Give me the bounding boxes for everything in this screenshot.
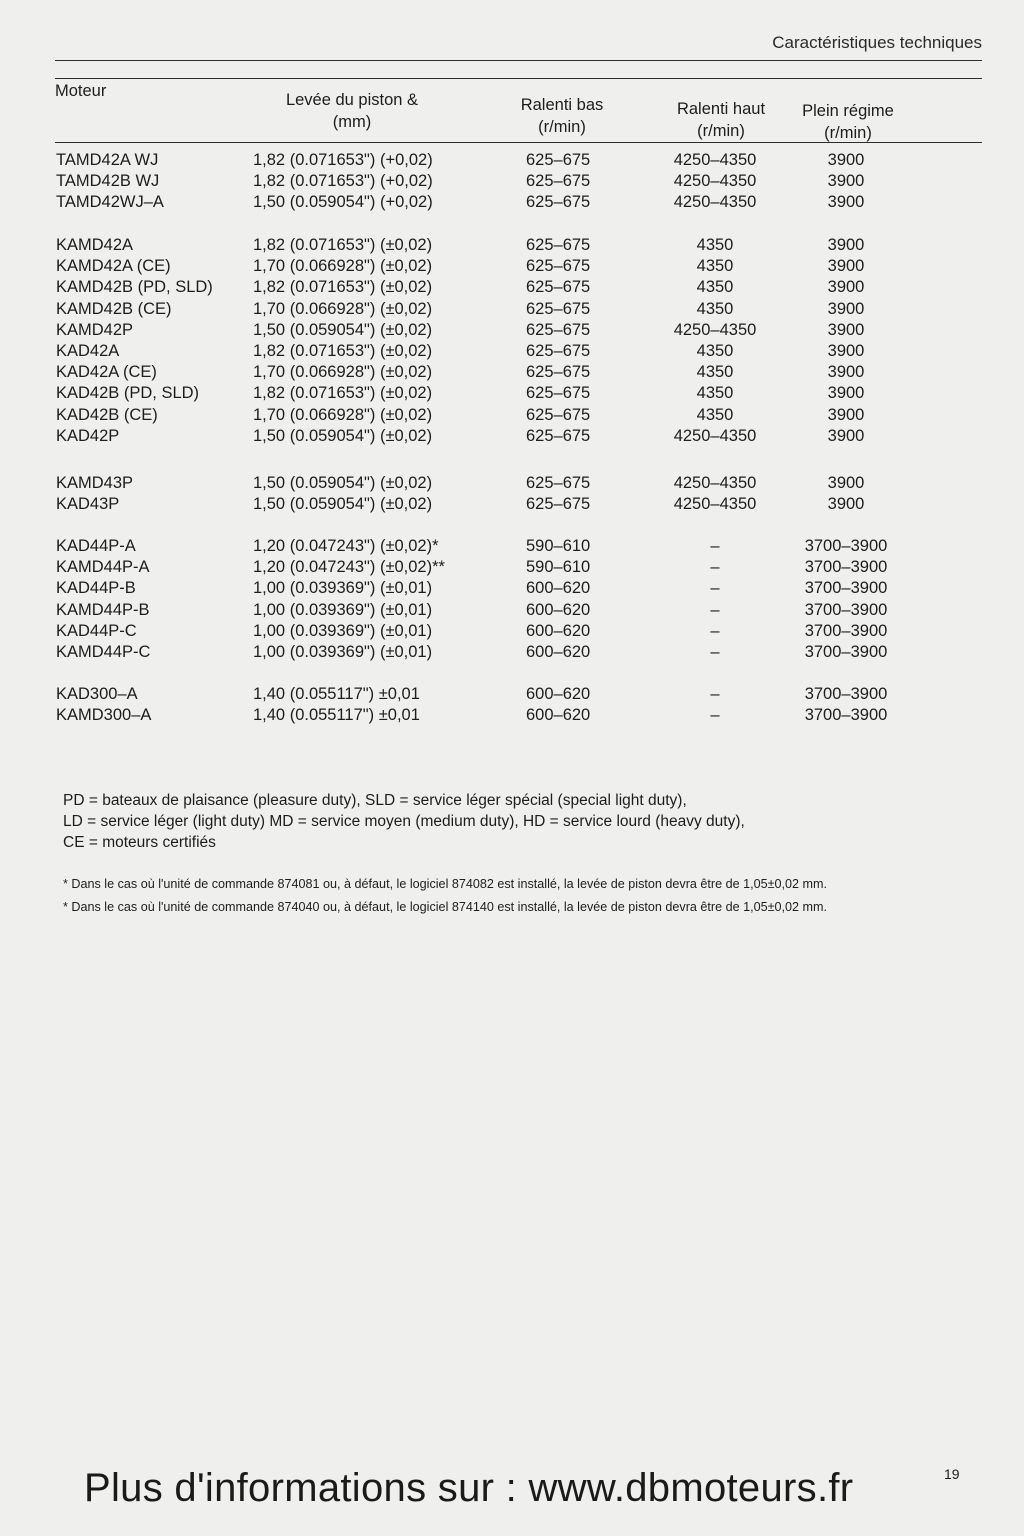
piston-lift-cell: 1,00 (0.039369") (±0,01) bbox=[253, 643, 433, 661]
idle-low-cell: 625–675 bbox=[526, 342, 591, 360]
idle-high-cell: – bbox=[710, 579, 720, 598]
idle-low-cell: 625–675 bbox=[526, 426, 591, 445]
idle-low-cell: 625–675 bbox=[526, 299, 591, 318]
piston-lift-cell: 1,82 (0.071653") (±0,02) bbox=[253, 278, 433, 297]
idle-low-cell: 625–675 bbox=[526, 495, 591, 514]
piston-lift-cell: 1,82 (0.071653") (+0,02) bbox=[253, 172, 433, 191]
idle-high-cell: – bbox=[710, 685, 720, 703]
full-load-rpm-cell: 3700–3900 bbox=[804, 537, 888, 555]
piston-lift-cell: 1,82 (0.071653") (±0,02) bbox=[253, 342, 433, 360]
piston-lift-cell: 1,40 (0.055117") ±0,01 bbox=[253, 685, 420, 703]
table-row bbox=[0, 277, 1024, 298]
piston-lift-cell: 1,70 (0.066928") (±0,02) bbox=[253, 405, 433, 424]
footnotes bbox=[63, 873, 827, 919]
full-load-rpm-cell: 3900 bbox=[827, 236, 865, 254]
full-load-rpm-cell: 3700–3900 bbox=[804, 706, 888, 725]
full-load-rpm-cell: 3700–3900 bbox=[804, 685, 888, 703]
idle-low-cell: 625–675 bbox=[526, 151, 591, 169]
full-load-rpm-cell: 3900 bbox=[827, 495, 865, 514]
piston-lift-cell: 1,70 (0.066928") (±0,02) bbox=[253, 363, 433, 382]
engine-model-cell: KAD44P-A bbox=[56, 537, 136, 555]
full-load-rpm-cell: 3900 bbox=[827, 299, 865, 318]
full-load-rpm-cell: 3700–3900 bbox=[804, 643, 888, 661]
idle-low-cell: 625–675 bbox=[526, 172, 591, 191]
full-load-rpm-cell: 3900 bbox=[827, 193, 865, 212]
piston-lift-cell: 1,70 (0.066928") (±0,02) bbox=[253, 299, 433, 318]
piston-lift-cell: 1,50 (0.059054") (±0,02) bbox=[253, 426, 433, 445]
idle-high-cell: – bbox=[710, 600, 720, 619]
column-header-moteur: Moteur bbox=[55, 82, 107, 100]
idle-high-cell: 4350 bbox=[696, 363, 734, 382]
column-header-plein-regime: Plein régime (r/min) bbox=[802, 102, 894, 142]
idle-high-cell: 4350 bbox=[696, 257, 734, 276]
full-load-rpm-cell: 3900 bbox=[827, 172, 865, 191]
idle-low-cell: 625–675 bbox=[526, 474, 591, 492]
table-row bbox=[0, 600, 1024, 621]
piston-lift-cell: 1,00 (0.039369") (±0,01) bbox=[253, 579, 433, 598]
piston-lift-cell: 1,82 (0.071653") (±0,02) bbox=[253, 236, 433, 254]
idle-high-cell: – bbox=[710, 706, 720, 725]
full-load-rpm-cell: 3900 bbox=[827, 426, 865, 445]
piston-lift-cell: 1,50 (0.059054") (±0,02) bbox=[253, 474, 433, 492]
table-row bbox=[0, 578, 1024, 599]
engine-model-cell: KAMD42B (CE) bbox=[56, 299, 172, 318]
table-row bbox=[0, 405, 1024, 426]
idle-low-cell: 625–675 bbox=[526, 405, 591, 424]
engine-model-cell: KAMD42A (CE) bbox=[56, 257, 171, 276]
engine-model-cell: KAD43P bbox=[56, 495, 120, 514]
idle-high-cell: 4350 bbox=[696, 405, 734, 424]
table-row bbox=[0, 642, 1024, 663]
engine-model-cell: KAD42B (CE) bbox=[56, 405, 158, 424]
table-row bbox=[0, 192, 1024, 213]
table-row bbox=[0, 256, 1024, 277]
footer-website-text: Plus d'informations sur : www.dbmoteurs.fr bbox=[84, 1466, 854, 1510]
table-row bbox=[0, 362, 1024, 383]
header-top-rule bbox=[55, 78, 982, 79]
engine-model-cell: KAMD42P bbox=[56, 320, 134, 339]
idle-high-cell: 4350 bbox=[696, 384, 734, 403]
engine-model-cell: TAMD42A WJ bbox=[56, 151, 159, 169]
idle-high-cell: 4250–4350 bbox=[673, 151, 757, 169]
full-load-rpm-cell: 3900 bbox=[827, 342, 865, 360]
engine-model-cell: TAMD42B WJ bbox=[56, 172, 160, 191]
idle-low-cell: 600–620 bbox=[526, 579, 591, 598]
idle-high-cell: – bbox=[710, 537, 720, 555]
idle-low-cell: 600–620 bbox=[526, 706, 591, 725]
engine-model-cell: KAD300–A bbox=[56, 685, 138, 703]
footnote: * Dans le cas où l'unité de commande 874081 ou, à défaut, le logiciel 874082 est installé, la levée de piston devra être de 1,05±0,02 mm. bbox=[63, 877, 828, 891]
column-header-levee: Levée du piston & (mm) bbox=[285, 91, 419, 131]
full-load-rpm-cell: 3900 bbox=[827, 278, 865, 297]
engine-model-cell: KAMD42B (PD, SLD) bbox=[56, 278, 213, 297]
idle-high-cell: 4250–4350 bbox=[673, 320, 757, 339]
piston-lift-cell: 1,82 (0.071653") (+0,02) bbox=[253, 151, 433, 169]
idle-low-cell: 600–620 bbox=[526, 600, 591, 619]
full-load-rpm-cell: 3900 bbox=[827, 474, 865, 492]
top-rule bbox=[55, 60, 982, 61]
engine-model-cell: KAD42A (CE) bbox=[56, 363, 157, 382]
piston-lift-cell: 1,20 (0.047243") (±0,02)* bbox=[253, 537, 439, 555]
idle-high-cell: 4250–4350 bbox=[673, 193, 757, 212]
piston-lift-cell: 1,82 (0.071653") (±0,02) bbox=[253, 384, 433, 403]
idle-low-cell: 600–620 bbox=[526, 643, 591, 661]
table-row bbox=[0, 383, 1024, 404]
column-header-ralenti-bas: Ralenti bas (r/min) bbox=[520, 96, 604, 136]
engine-model-cell: KAMD43P bbox=[56, 474, 134, 492]
full-load-rpm-cell: 3900 bbox=[827, 151, 865, 169]
table-row bbox=[0, 621, 1024, 642]
idle-low-cell: 625–675 bbox=[526, 257, 591, 276]
engine-model-cell: KAMD44P-C bbox=[56, 643, 151, 661]
idle-low-cell: 600–620 bbox=[526, 621, 591, 640]
idle-high-cell: 4350 bbox=[696, 236, 734, 254]
idle-high-cell: – bbox=[710, 643, 720, 661]
table-row bbox=[0, 320, 1024, 341]
idle-low-cell: 625–675 bbox=[526, 363, 591, 382]
table-row bbox=[0, 557, 1024, 578]
abbreviation-legend bbox=[63, 790, 745, 853]
full-load-rpm-cell: 3900 bbox=[827, 363, 865, 382]
engine-model-cell: KAMD300–A bbox=[56, 706, 152, 725]
idle-high-cell: 4250–4350 bbox=[673, 495, 757, 514]
idle-high-cell: – bbox=[710, 558, 720, 577]
idle-high-cell: 4250–4350 bbox=[673, 172, 757, 191]
table-row bbox=[0, 426, 1024, 447]
engine-model-cell: KAD42P bbox=[56, 426, 120, 445]
engine-model-cell: KAMD44P-A bbox=[56, 558, 150, 577]
table-row bbox=[0, 473, 1024, 494]
page-number: 19 bbox=[944, 1466, 960, 1482]
piston-lift-cell: 1,70 (0.066928") (±0,02) bbox=[253, 257, 433, 276]
piston-lift-cell: 1,00 (0.039369") (±0,01) bbox=[253, 621, 433, 640]
engine-model-cell: KAMD44P-B bbox=[56, 600, 150, 619]
piston-lift-cell: 1,40 (0.055117") ±0,01 bbox=[253, 706, 420, 725]
full-load-rpm-cell: 3700–3900 bbox=[804, 621, 888, 640]
table-row bbox=[0, 299, 1024, 320]
idle-high-cell: 4250–4350 bbox=[673, 426, 757, 445]
piston-lift-cell: 1,50 (0.059054") (±0,02) bbox=[253, 495, 433, 514]
engine-model-cell: KAD44P-C bbox=[56, 621, 137, 640]
table-row bbox=[0, 171, 1024, 192]
idle-low-cell: 625–675 bbox=[526, 236, 591, 254]
piston-lift-cell: 1,20 (0.047243") (±0,02)** bbox=[253, 558, 445, 577]
full-load-rpm-cell: 3700–3900 bbox=[804, 558, 888, 577]
piston-lift-cell: 1,50 (0.059054") (+0,02) bbox=[253, 193, 433, 212]
idle-high-cell: – bbox=[710, 621, 720, 640]
engine-model-cell: KAD42A bbox=[56, 342, 120, 360]
idle-low-cell: 600–620 bbox=[526, 685, 591, 703]
piston-lift-cell: 1,00 (0.039369") (±0,01) bbox=[253, 600, 433, 619]
idle-low-cell: 625–675 bbox=[526, 193, 591, 212]
engine-model-cell: TAMD42WJ–A bbox=[56, 193, 164, 212]
idle-low-cell: 590–610 bbox=[526, 537, 591, 555]
idle-low-cell: 625–675 bbox=[526, 278, 591, 297]
full-load-rpm-cell: 3900 bbox=[827, 320, 865, 339]
full-load-rpm-cell: 3700–3900 bbox=[804, 600, 888, 619]
idle-high-cell: 4350 bbox=[696, 278, 734, 297]
engine-model-cell: KAMD42A bbox=[56, 236, 134, 254]
idle-low-cell: 590–610 bbox=[526, 558, 591, 577]
table-row bbox=[0, 705, 1024, 726]
footnote: * Dans le cas où l'unité de commande 874040 ou, à défaut, le logiciel 874140 est installé, la levée de piston devra être de 1,05±0,02 mm. bbox=[63, 900, 828, 914]
engine-model-cell: KAD42B (PD, SLD) bbox=[56, 384, 200, 403]
piston-lift-cell: 1,50 (0.059054") (±0,02) bbox=[253, 320, 433, 339]
column-header-ralenti-haut: Ralenti haut (r/min) bbox=[676, 100, 766, 140]
table-row bbox=[0, 684, 1024, 705]
table-row bbox=[0, 494, 1024, 515]
engine-model-cell: KAD44P-B bbox=[56, 579, 136, 598]
table-row bbox=[0, 235, 1024, 256]
table-row bbox=[0, 150, 1024, 171]
full-load-rpm-cell: 3900 bbox=[827, 384, 865, 403]
legend-line: CE = moteurs certifiés bbox=[63, 834, 216, 851]
legend-line: PD = bateaux de plaisance (pleasure duty), SLD = service léger spécial (special light duty), bbox=[63, 792, 687, 809]
full-load-rpm-cell: 3900 bbox=[827, 405, 865, 424]
full-load-rpm-cell: 3700–3900 bbox=[804, 579, 888, 598]
section-title: Caractéristiques techniques bbox=[772, 33, 982, 52]
idle-high-cell: 4350 bbox=[696, 342, 734, 360]
idle-low-cell: 625–675 bbox=[526, 384, 591, 403]
table-row bbox=[0, 536, 1024, 557]
table-row bbox=[0, 341, 1024, 362]
idle-high-cell: 4350 bbox=[696, 299, 734, 318]
legend-line: LD = service léger (light duty) MD = service moyen (medium duty), HD = service lourd (heavy duty), bbox=[63, 813, 745, 830]
idle-high-cell: 4250–4350 bbox=[673, 474, 757, 492]
full-load-rpm-cell: 3900 bbox=[827, 257, 865, 276]
idle-low-cell: 625–675 bbox=[526, 320, 591, 339]
